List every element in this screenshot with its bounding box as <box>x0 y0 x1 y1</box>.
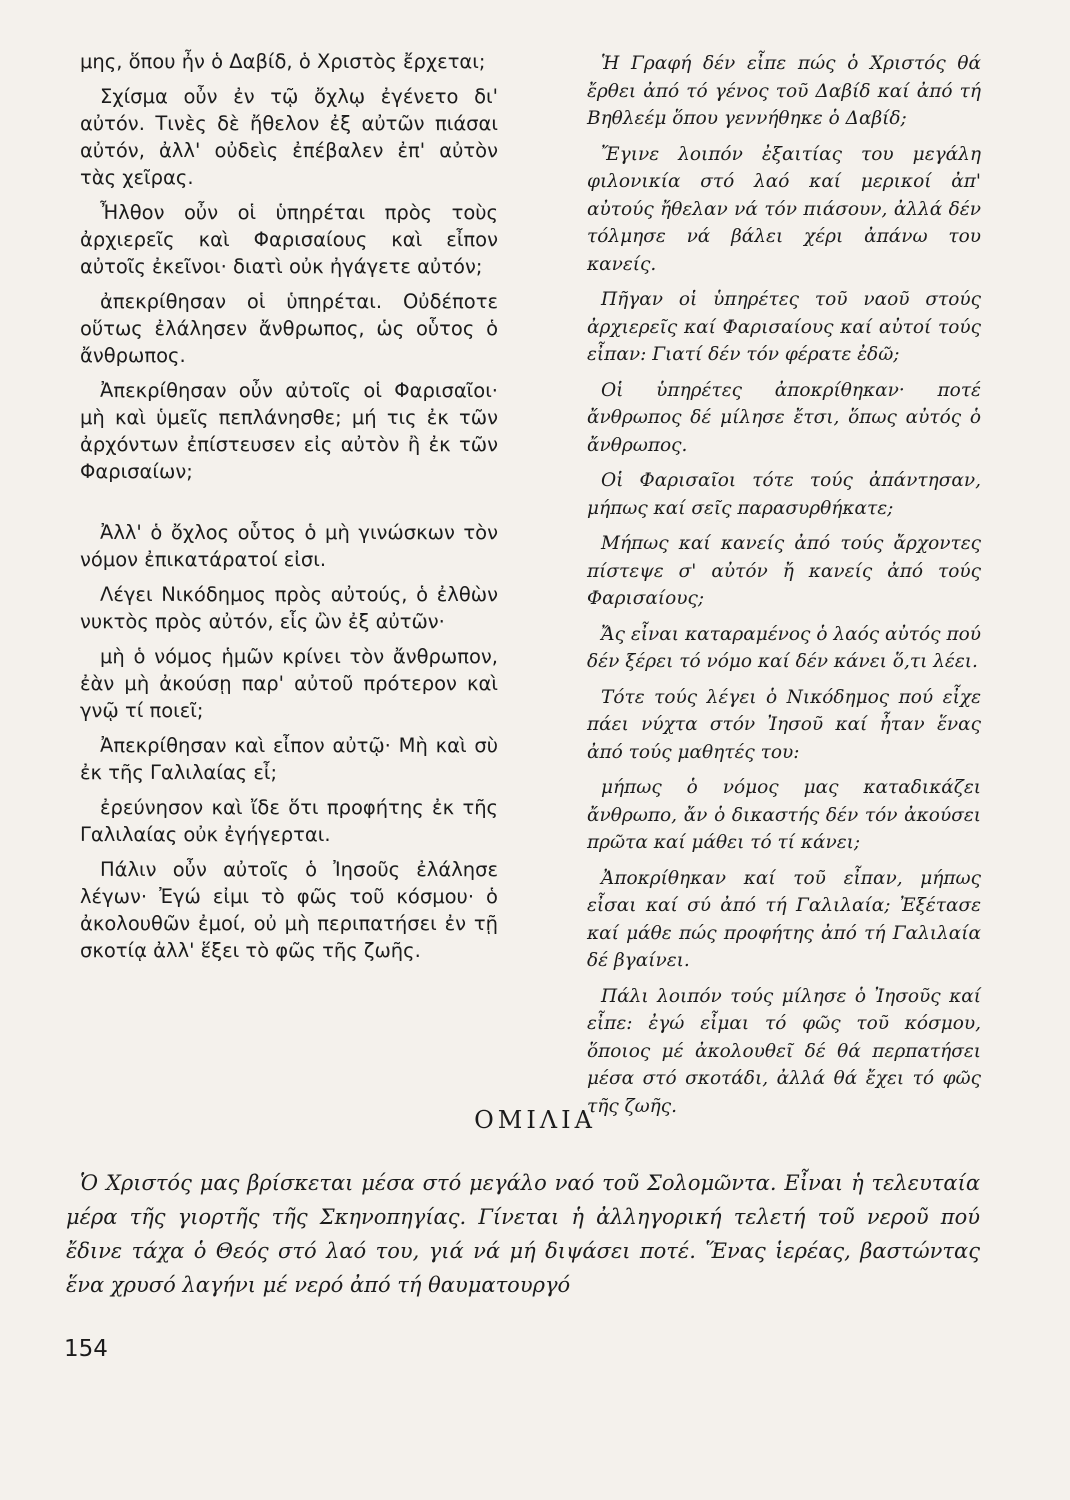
translation-paragraph: Τότε τούς λέγει ὁ Νικόδημος πού εἶχε πάει νύχτα στόν Ἰησοῦ καί ἦταν ἕνας ἀπό τούς μαθητές του: <box>587 686 981 763</box>
verse-paragraph: ἀπεκρίθησαν οἱ ὑπηρέται. Οὐδέποτε οὕτως ἐλάλησεν ἄνθρωπος, ὡς οὗτος ὁ ἄνθρωπος. <box>80 290 498 367</box>
homily-text: Ὁ Χριστός μας βρίσκεται μέσα στό μεγάλο ναό τοῦ Σολομῶντα. Εἶναι ἡ τελευταία μέρα τῆς γιορτῆς τῆς Σκηνοπηγίας. Γίνεται ἡ ἀλληγορική τελετή τοῦ νεροῦ πού ἔδινε τάχα ὁ Θεός στό λαό του, γιά νά μή διψάσει ποτέ. Ἕνας ἱερέας, βαστώντας ἕνα χρυσό λαγήνι μέ νερό ἀπό τή θαυματουργό <box>66 1171 980 1297</box>
verse-paragraph: μὴ ὁ νόμος ἡμῶν κρίνει τὸν ἄνθρωπον, ἐὰν μὴ ἀκούσῃ παρ' αὐτοῦ πρότερον καὶ γνῷ τί ποιεῖ; <box>80 645 498 722</box>
translation-paragraph: Ἡ Γραφή δέν εἶπε πώς ὁ Χριστός θά ἔρθει ἀπό τό γένος τοῦ Δαβίδ καί ἀπό τή Βηθλεέμ ὅπου γεννήθηκε ὁ Δαβίδ; <box>587 53 981 129</box>
ancient-greek-column <box>80 48 498 972</box>
translation-paragraph: μήπως ὁ νόμος μας καταδικάζει ἄνθρωπο, ἄν ὁ δικαστής δέν τόν ἀκούσει πρῶτα καί μάθει τό τί κάνει; <box>587 777 981 853</box>
translation-paragraph: Μήπως καί κανείς ἀπό τούς ἄρχοντες πίστεψε σ' αὐτόν ἤ κανείς ἀπό τούς Φαρισαίους; <box>587 533 981 609</box>
page-number: 154 <box>64 1336 108 1362</box>
verse-paragraph: Ἀλλ' ὁ ὄχλος οὗτος ὁ μὴ γινώσκων τὸν νόμον ἐπικατάρατοί εἰσι. <box>80 521 498 571</box>
translation-paragraph: Οἱ ὑπηρέτες ἀποκρίθηκαν· ποτέ ἄνθρωπος δέ μίλησε ἔτσι, ὅπως αὐτός ὁ ἄνθρωπος. <box>587 379 981 456</box>
translation-paragraph: Ἔγινε λοιπόν ἐξαιτίας του μεγάλη φιλονικία στό λαό καί μερικοί ἀπ' αὐτούς ἤθελαν νά τόν πιάσουν, ἀλλά δέν τόλμησε νά βάλει χέρι ἀπάνω του κανείς. <box>587 143 981 275</box>
verse-paragraph: Ἦλθον οὖν οἱ ὑπηρέται πρὸς τοὺς ἀρχιερεῖς καὶ Φαρισαίους καὶ εἶπον αὐτοῖς ἐκεῖνοι· διατὶ οὐκ ἠγάγετε αὐτόν; <box>80 201 498 278</box>
verse-paragraph: Πάλιν οὖν αὐτοῖς ὁ Ἰησοῦς ἐλάλησε λέγων· Ἐγώ εἰμι τὸ φῶς τοῦ κόσμου· ὁ ἀκολουθῶν ἐμοί, οὐ μὴ περιπατήσει ἐν τῇ σκοτίᾳ ἀλλ' ἕξει τὸ φῶς τῆς ζωῆς. <box>80 858 498 962</box>
translation-paragraph: Ἄς εἶναι καταραμένος ὁ λαός αὐτός πού δέν ξέρει τό νόμο καί δέν κάνει ὅ,τι λέει. <box>587 623 981 672</box>
translation-paragraph: Ἀποκρίθηκαν καί τοῦ εἶπαν, μήπως εἶσαι καί σύ ἀπό τή Γαλιλαία; Ἐξέτασε καί μάθε πώς προφήτης ἀπό τή Γαλιλαία δέ βγαίνει. <box>587 867 981 971</box>
modern-greek-column <box>587 50 981 1128</box>
translation-paragraph: Πάλι λοιπόν τούς μίλησε ὁ Ἰησοῦς καί εἶπε: ἐγώ εἶμαι τό φῶς τοῦ κόσμου, ὅποιος μέ ἀκολουθεῖ δέ θά περπατήσει μέσα στό σκοτάδι, ἀλλά θά ἔχει τό φῶς τῆς ζωῆς. <box>587 985 981 1117</box>
homily-title: ΟΜΙΛΙΑ <box>474 1106 596 1134</box>
verse-paragraph: Ἀπεκρίθησαν οὖν αὐτοῖς οἱ Φαρισαῖοι· μὴ καὶ ὑμεῖς πεπλάνησθε; μή τις ἐκ τῶν ἀρχόντων ἐπίστευσεν εἰς αὐτὸν ἢ ἐκ τῶν Φαρισαίων; <box>80 379 498 483</box>
verse-paragraph: μης, ὅπου ἦν ὁ Δαβίδ, ὁ Χριστὸς ἔρχεται; <box>80 50 486 73</box>
translation-paragraph: Οἱ Φαρισαῖοι τότε τούς ἀπάντησαν, μήπως καί σεῖς παρασυρθήκατε; <box>587 470 981 519</box>
translation-paragraph: Πῆγαν οἱ ὑπηρέτες τοῦ ναοῦ στούς ἀρχιερεῖς καί Φαρισαίους καί αὐτοί τούς εἶπαν: Γιατί δέν τόν φέρατε ἐδῶ; <box>587 289 981 365</box>
verse-paragraph: ἐρεύνησον καὶ ἴδε ὅτι προφήτης ἐκ τῆς Γαλιλαίας οὐκ ἐγήγερται. <box>80 796 498 846</box>
verse-paragraph: Σχίσμα οὖν ἐν τῷ ὄχλῳ ἐγένετο δι' αὐτόν. Τινὲς δὲ ἤθελον ἐξ αὐτῶν πιάσαι αὐτόν, ἀλλ' οὐδεὶς ἐπέβαλεν ἐπ' αὐτὸν τὰς χεῖρας. <box>80 85 498 189</box>
verse-paragraph: Λέγει Νικόδημος πρὸς αὐτούς, ὁ ἐλθὼν νυκτὸς πρὸς αὐτόν, εἷς ὢν ἐξ αὐτῶν· <box>80 583 498 633</box>
verse-paragraph: Ἀπεκρίθησαν καὶ εἶπον αὐτῷ· Μὴ καὶ σὺ ἐκ τῆς Γαλιλαίας εἶ; <box>80 734 498 784</box>
